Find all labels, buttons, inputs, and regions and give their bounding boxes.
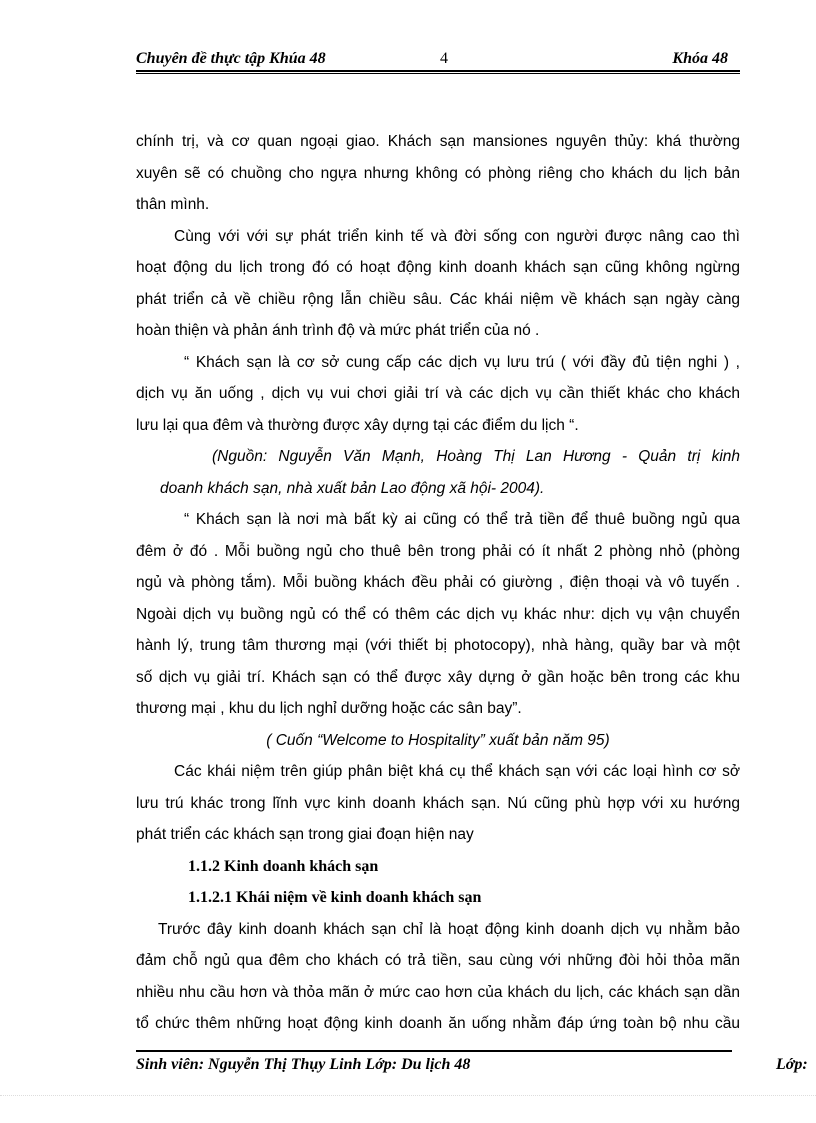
text-line: lưu lại qua đêm và thường được xây dựng tại các điểm du lịch “. bbox=[136, 416, 579, 434]
text-line: Cùng với với sự phát triển kinh tế và đời sống con người được nâng cao thì bbox=[174, 227, 740, 245]
text-line: xuyên sẽ có chuồng cho ngựa nhưng không có phòng riêng cho khách du lịch bản bbox=[136, 164, 740, 182]
paragraph-2 bbox=[136, 221, 740, 347]
text-line: (Nguồn: Nguyễn Văn Mạnh, Hoàng Thị Lan Hương - Quản trị kinh bbox=[212, 448, 740, 465]
page-edge bbox=[0, 1095, 816, 1096]
page-header bbox=[136, 48, 740, 72]
text-line: nhiều nhu cầu hơn và thỏa mãn ở mức cao hơn của khách du lịch, các khách sạn dần bbox=[136, 983, 740, 1001]
source-citation-2 bbox=[136, 725, 740, 757]
text-line: đảm chỗ ngủ qua đêm cho khách có trả tiền, sau cùng với những đòi hỏi thỏa mãn bbox=[136, 952, 740, 969]
text-line: dịch vụ ăn uống , dịch vụ vui chơi giải trí và các dịch vụ cần thiết khác cho khách bbox=[136, 385, 740, 402]
text-line: ( Cuốn “Welcome to Hospitality” xuất bản năm 95) bbox=[266, 731, 610, 749]
text-line: số dịch vụ giải trí. Khách sạn có thể được xây dựng ở gần hoặc bên trong các khu bbox=[136, 668, 740, 686]
subsection-heading bbox=[136, 882, 740, 914]
text-line: phát triển các khách sạn trong giai đoạn hiện nay bbox=[136, 826, 474, 843]
header-course: Khóa 48 bbox=[672, 50, 728, 67]
text-line: hành lý, trung tâm thương mại (với thiết bị photocopy), nhà hàng, quầy bar và một bbox=[136, 637, 740, 654]
text-line: “ Khách sạn là cơ sở cung cấp các dịch vụ lưu trú ( với đầy đủ tiện nghi ) , bbox=[184, 353, 740, 371]
text-line: thân mình. bbox=[136, 196, 210, 213]
footer-rule bbox=[136, 1050, 732, 1052]
page-number: 4 bbox=[440, 50, 448, 67]
text-line: Ngoài dịch vụ buồng ngủ có thể có thêm các dịch vụ khác như: dịch vụ vận chuyển bbox=[136, 605, 740, 623]
document-body bbox=[136, 126, 740, 1040]
paragraph-1 bbox=[136, 126, 740, 221]
text-line: Trước đây kinh doanh khách sạn chỉ là hoạt động kinh doanh dịch vụ nhằm bảo bbox=[158, 920, 740, 938]
paragraph-3 bbox=[136, 756, 740, 851]
header-rule bbox=[136, 70, 740, 74]
footer-student: Sinh viên: Nguyễn Thị Thụy Linh Lớp: Du lịch 48 bbox=[136, 1056, 471, 1073]
heading-1-1-2-1: 1.1.2.1 Khái niệm về kinh doanh khách sạn bbox=[188, 889, 482, 906]
text-line: hoàn thiện và phản ánh trình độ và mức phát triển của nó . bbox=[136, 322, 540, 339]
footer-class: Lớp: bbox=[776, 1056, 808, 1073]
text-line: đêm ở đó . Mỗi buồng ngủ cho thuê bên trong phải có ít nhất 2 phòng nhỏ (phòng bbox=[136, 542, 740, 560]
text-line: hoạt động du lịch trong đó có hoạt động kinh doanh khách sạn cũng không ngừng bbox=[136, 259, 740, 276]
page-footer bbox=[136, 1056, 816, 1080]
text-line: thương mại , khu du lịch nghỉ dưỡng hoặc các sân bay”. bbox=[136, 700, 522, 717]
text-line: lưu trú khác trong lĩnh vực kinh doanh khách sạn. Nú cũng phù hợp với xu hướng bbox=[136, 794, 740, 812]
header-title: Chuyên đề thực tập Khúa 48 bbox=[136, 50, 326, 67]
text-line: “ Khách sạn là nơi mà bất kỳ ai cũng có thể trả tiền để thuê buồng ngủ qua bbox=[184, 511, 740, 528]
source-citation-1 bbox=[136, 441, 740, 504]
text-line: Các khái niệm trên giúp phân biệt khá cụ thể khách sạn với các loại hình cơ sở bbox=[174, 763, 740, 780]
heading-1-1-2: 1.1.2 Kinh doanh khách sạn bbox=[188, 857, 379, 875]
text-line: tổ chức thêm những hoạt động kinh doanh ăn uống nhằm đáp ứng toàn bộ nhu cầu bbox=[136, 1015, 740, 1032]
quote-definition-1 bbox=[136, 347, 740, 442]
section-heading bbox=[136, 851, 740, 883]
text-line: chính trị, và cơ quan ngoại giao. Khách sạn mansiones nguyên thủy: khá thường bbox=[136, 133, 740, 150]
text-line: phát triển cả về chiều rộng lẫn chiều sâu. Các khái niệm về khách sạn ngày càng bbox=[136, 290, 740, 308]
text-line: doanh khách sạn, nhà xuất bản Lao động xã hội- 2004). bbox=[160, 479, 545, 497]
paragraph-4 bbox=[136, 914, 740, 1040]
text-line: ngủ và phòng tắm). Mỗi buồng khách đều phải có giường , điện thoại và vô tuyến . bbox=[136, 574, 740, 591]
quote-definition-2 bbox=[136, 504, 740, 725]
